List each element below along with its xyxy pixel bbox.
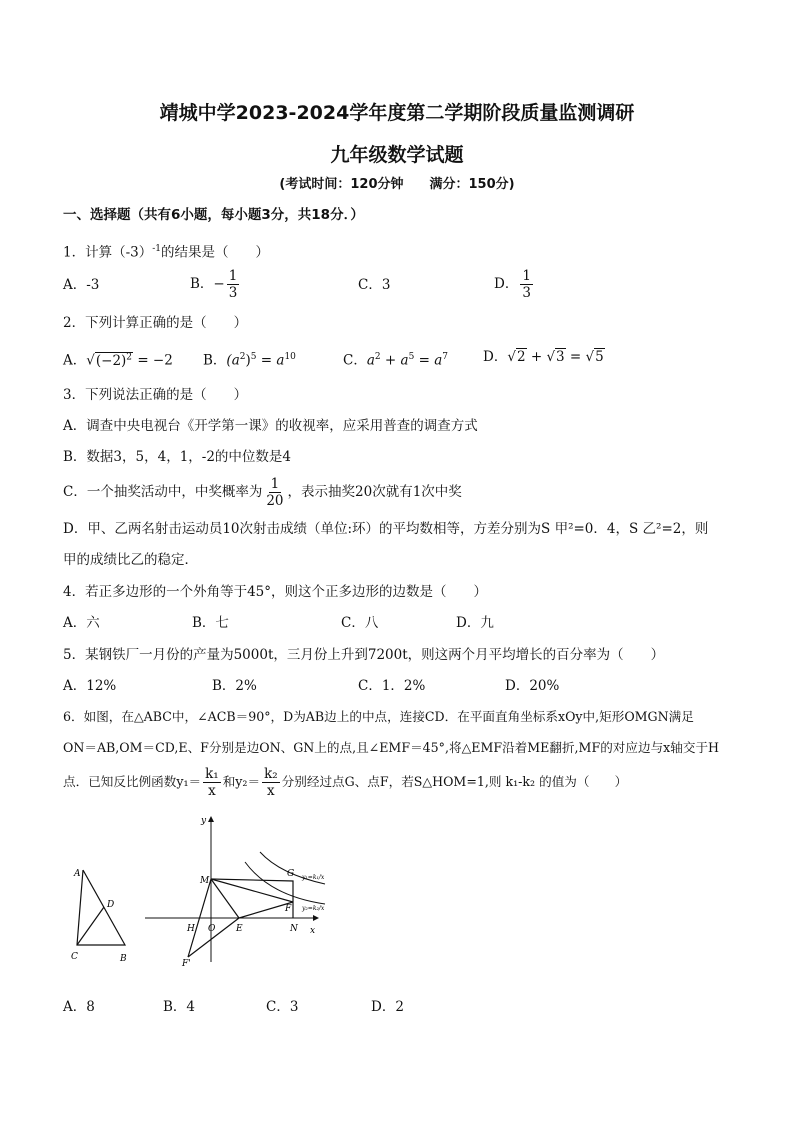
question-4-stem: 4．若正多边形的一个外角等于45°，则这个正多边形的边数是（ ）	[63, 584, 488, 600]
segment-cd	[77, 907, 104, 945]
question-3-stem: 3．下列说法正确的是（ ）	[63, 387, 248, 403]
q1-option-a: A．-3	[63, 277, 100, 293]
label-d: D	[107, 900, 115, 910]
label-m: M	[200, 876, 210, 886]
label-o: O	[208, 924, 216, 934]
q3-option-d-line1: D．甲、乙两名射击运动员10次射击成绩（单位:环）的平均数相等，方差分别为S 甲²=0．4，S 乙²=2，则	[63, 521, 709, 537]
exam-title: 靖城中学2023-2024学年度第二学期阶段质量监测调研	[159, 102, 635, 124]
curve-label-1: y₁=k₁/x	[302, 874, 325, 881]
q6-option-c: C．3	[266, 999, 299, 1015]
triangle-abc	[77, 870, 125, 945]
label-e: E	[236, 924, 243, 934]
q4-option-c: C．八	[341, 615, 379, 631]
section-heading: 一、选择题（共有6小题，每小题3分，共18分．）	[63, 207, 364, 223]
question-6-line2: ON＝AB,OM＝CD,E、F分别是边ON、GN上的点,且∠EMF＝45°,将△EMF沿着ME翻折,MF的对应边与x轴交于H	[63, 740, 720, 755]
q5-option-a: A．12%	[63, 678, 117, 694]
q4-option-a: A．六	[63, 615, 100, 631]
question-6-line3: 点．已知反比例函数y₁＝ $\frac{\text{k₁}}{x}$ 和y₂＝ $\frac{\text{k₂}}{x}$ 分别经过点G、点F，若S△HOM=1,则 k₁-k₂ 的值为（ ）	[63, 766, 628, 799]
q1-option-b: B．− $\frac{1}{3}$	[190, 268, 238, 301]
q1-option-d: D． $\frac{1}{3}$	[494, 268, 531, 301]
q5-option-c: C．1．2%	[358, 678, 426, 694]
q2-option-a: A．$√(-2)^2 = -2$	[63, 352, 173, 369]
segment-mf	[211, 879, 293, 902]
q3-option-a: A．调查中央电视台《开学第一课》的收视率，应采用普查的调查方式	[63, 418, 478, 434]
question-2-stem: 2．下列计算正确的是（ ）	[63, 315, 248, 331]
exam-info: (考试时间：120分钟 满分：150分)	[279, 177, 515, 192]
label-b: B	[120, 954, 127, 964]
label-f-prime: F'	[182, 959, 191, 969]
q6-option-a: A．8	[63, 999, 95, 1015]
q6-option-b: B．4	[163, 999, 196, 1015]
q4-option-d: D．九	[456, 615, 494, 631]
q3-option-d-line2: 甲的成绩比乙的稳定．	[63, 552, 198, 568]
q6-option-d: D．2	[371, 999, 404, 1015]
label-f: F	[285, 904, 292, 914]
coordinate-figure	[145, 812, 345, 977]
label-y: y	[201, 816, 207, 826]
q2-option-b: B．$(a^2)^5 = a^{10}$	[203, 352, 296, 369]
q3-option-b: B．数据3，5，4，1，-2的中位数是4	[63, 449, 292, 465]
q3-option-c: C．一个抽奖活动中，中奖概率为 $\frac{1}{20}$ ，表示抽奖20次就有1次中奖	[63, 476, 462, 509]
q5-option-d: D．20%	[505, 678, 560, 694]
question-6-line1: 6．如图，在△ABC中，∠ACB＝90°，D为AB边上的中点，连接CD．在平面直角坐标系xOy中,矩形OMGN满足	[63, 709, 694, 724]
question-5-stem: 5．某钢铁厂一月份的产量为5000t，三月份上升到7200t，则这两个月平均增长的百分率为（ ）	[63, 647, 665, 663]
label-a: A	[74, 869, 81, 879]
triangle-figure	[60, 860, 140, 970]
label-g: G	[287, 869, 295, 879]
segment-me	[211, 879, 239, 918]
label-x: x	[310, 926, 316, 936]
label-c: C	[71, 952, 78, 962]
q5-option-b: B．2%	[212, 678, 257, 694]
q2-option-c: C．$a^2 + a^5 = a^7$	[343, 352, 449, 369]
label-n: N	[290, 924, 298, 934]
exam-subtitle: 九年级数学试题	[330, 144, 464, 166]
question-1-stem: 1．计算$(-3)^{-1}$的结果是（ ）	[63, 244, 270, 261]
label-h: H	[187, 924, 195, 934]
q1-option-c: C．3	[358, 277, 391, 293]
curve-label-2: y₂=k₂/x	[302, 905, 325, 912]
q2-option-d: D．√2 + √3 = √5	[483, 349, 604, 365]
hyperbola-y2	[245, 862, 325, 904]
q4-option-b: B．七	[192, 615, 229, 631]
